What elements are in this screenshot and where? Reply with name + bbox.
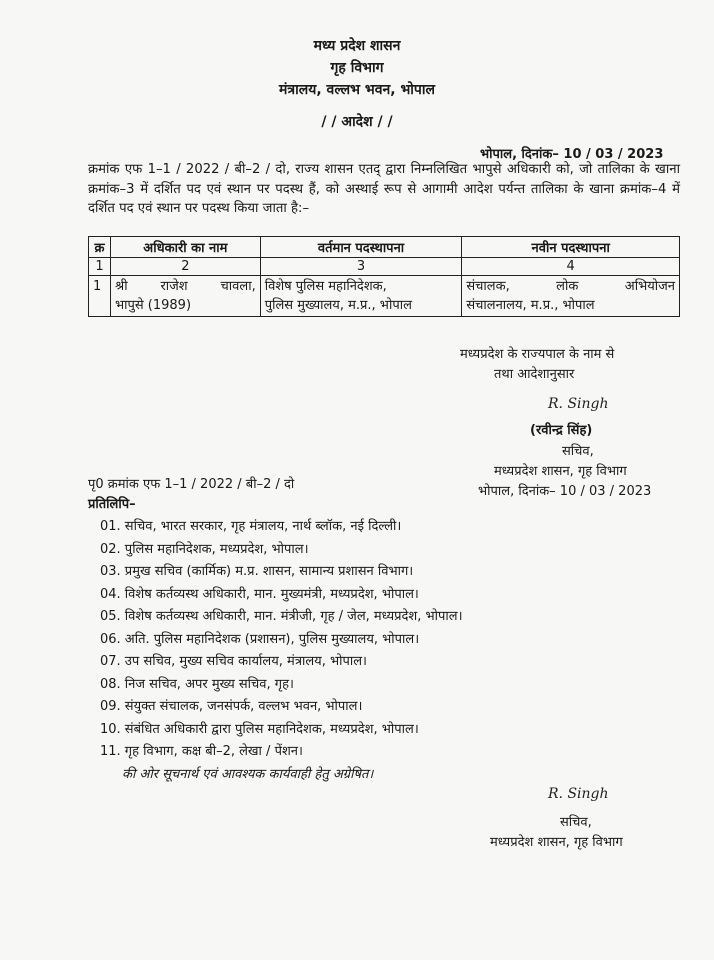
footer-department: मध्यप्रदेश शासन, गृह विभाग xyxy=(490,835,623,850)
col-header-officer: अधिकारी का नाम xyxy=(110,237,260,258)
posting-table xyxy=(88,236,680,317)
current-posting-line2: पुलिस मुख्यालय, म.प्र., भोपाल xyxy=(264,298,412,313)
cell-sno: 1 xyxy=(89,276,111,317)
col-number: 3 xyxy=(260,258,462,276)
list-item: 03. प्रमुख सचिव (कार्मिक) म.प्र. शासन, सामान्य प्रशासन विभाग। xyxy=(100,564,414,579)
table-column-number-row xyxy=(89,258,680,276)
copy-heading: प्रतिलिपि– xyxy=(88,497,136,512)
list-item: 01. सचिव, भारत सरकार, गृह मंत्रालय, नार्थ ब्लॉक, नई दिल्ली। xyxy=(100,519,402,534)
col-number: 2 xyxy=(110,258,260,276)
col-header-new-posting: नवीन पदस्थापना xyxy=(462,237,680,258)
new-posting-line2: संचालनालय, म.प्र., भोपाल xyxy=(466,298,595,313)
col-header-sno: क्र xyxy=(89,237,111,258)
header-department: गृह विभाग xyxy=(330,60,384,76)
list-item: 02. पुलिस महानिदेशक, मध्यप्रदेश, भोपाल। xyxy=(100,541,309,557)
header-address: मंत्रालय, वल्लभ भवन, भोपाल xyxy=(279,82,435,98)
current-posting-line1: विशेष पुलिस महानिदेशक, xyxy=(264,279,387,294)
table-header-row xyxy=(89,237,680,258)
col-header-current-posting: वर्तमान पदस्थापना xyxy=(260,237,462,258)
cell-officer-name xyxy=(110,276,260,317)
signature-top: R. Singh xyxy=(548,396,609,412)
list-item: 09. संयुक्त संचालक, जनसंपर्क, वल्लभ भवन, भोपाल। xyxy=(100,699,363,714)
list-item: 04. विशेष कर्तव्यस्थ अधिकारी, मान. मुख्यमंत्री, मध्यप्रदेश, भोपाल। xyxy=(100,586,419,602)
footer-designation: सचिव, xyxy=(560,815,592,830)
list-item: 11. गृह विभाग, कक्ष बी–2, लेखा / पेंशन। xyxy=(100,744,303,759)
officer-name-line2: भापुसे (1989) xyxy=(114,298,192,313)
col-number: 4 xyxy=(462,258,680,276)
cell-current-posting xyxy=(260,276,462,317)
endorsement-reference: पृ0 क्रमांक एफ 1–1 / 2022 / बी–2 / दो xyxy=(88,477,295,492)
signatory-date: भोपाल, दिनांक– 10 / 03 / 2023 xyxy=(478,484,652,499)
order-title: / / आदेश / / xyxy=(321,114,393,130)
signatory-department: मध्यप्रदेश शासन, गृह विभाग xyxy=(494,464,627,479)
list-item: 10. संबंधित अधिकारी द्वारा पुलिस महानिदेशक, मध्यप्रदेश, भोपाल। xyxy=(100,721,419,737)
signatory-designation: सचिव, xyxy=(562,444,594,459)
list-item: 07. उप सचिव, मुख्य सचिव कार्यालय, मंत्रालय, भोपाल। xyxy=(100,654,367,669)
new-posting-line1: संचालक, लोक अभियोजन xyxy=(466,279,675,294)
order-body-paragraph: क्रमांक एफ 1–1 / 2022 / बी–2 / दो, राज्य शासन एतद् द्वारा निम्नलिखित भापुसे अधिकारी को, जो तालिका के खाना क्रमांक–3 में दर्शित पद एवं स्थान पर पदस्थ हैं, को अस्थाई रूप से आगामी आदेश पर्यन्त तालिका के खाना क्रमांक–4 में दर्शित पद एवं स्थान पर पदस्थ किया जाता है:– xyxy=(88,162,680,216)
table-row xyxy=(89,276,680,317)
authority-line1: मध्यप्रदेश के राज्यपाल के नाम से xyxy=(460,347,615,362)
officer-name-line1: श्री राजेश चावला, xyxy=(114,279,256,294)
col-number: 1 xyxy=(89,258,111,276)
cell-new-posting xyxy=(462,276,680,317)
copy-recipients-list xyxy=(100,516,463,786)
list-item: 08. निज सचिव, अपर मुख्य सचिव, गृह। xyxy=(100,676,294,692)
signature-bottom: R. Singh xyxy=(548,786,609,802)
order-date: भोपाल, दिनांक– 10 / 03 / 2023 xyxy=(480,147,664,162)
signatory-name: (रवीन्द्र सिंह) xyxy=(530,423,593,438)
list-item: 06. अति. पुलिस महानिदेशक (प्रशासन), पुलिस मुख्यालय, भोपाल। xyxy=(100,631,420,647)
list-item: 05. विशेष कर्तव्यस्थ अधिकारी, मान. मंत्रीजी, गृह / जेल, मध्यप्रदेश, भोपाल। xyxy=(100,609,463,624)
header-government: मध्य प्रदेश शासन xyxy=(313,38,401,54)
closing-note: की ओर सूचनार्थ एवं आवश्यक कार्यवाही हेतु अग्रेषित। xyxy=(122,766,374,782)
authority-line2: तथा आदेशानुसार xyxy=(494,367,575,382)
